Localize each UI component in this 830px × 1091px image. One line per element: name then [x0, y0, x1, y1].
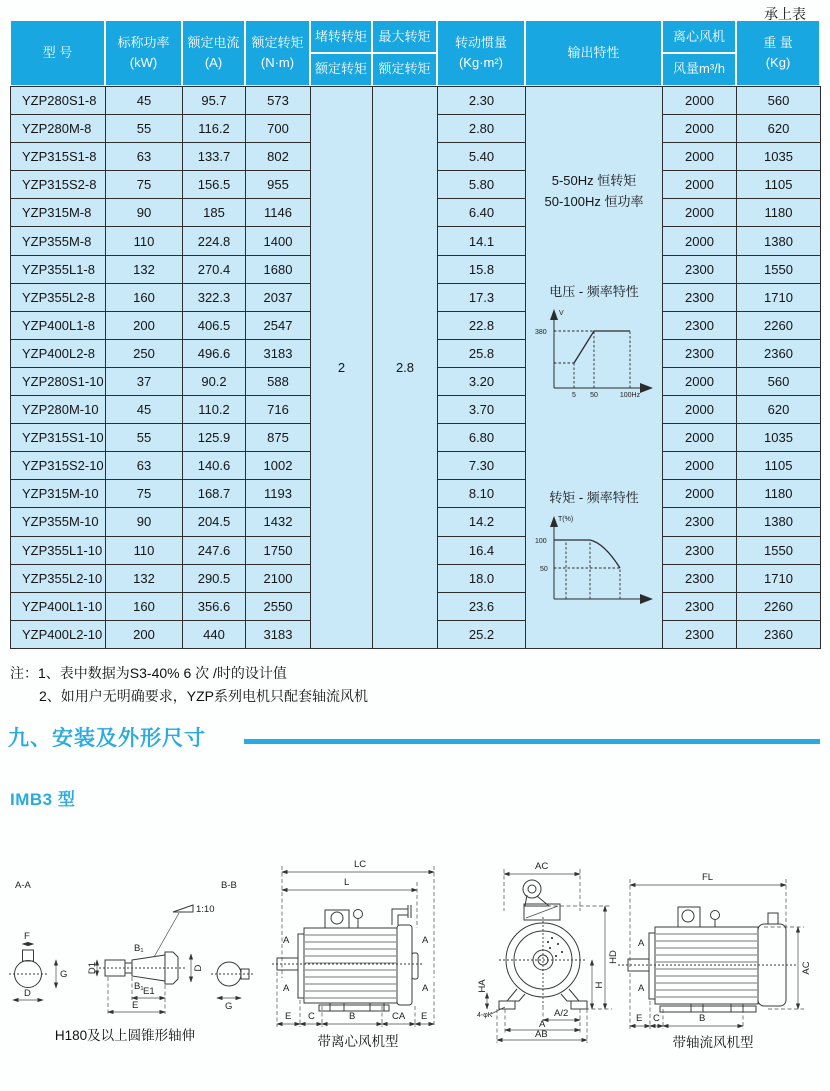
cell-current: 440: [183, 620, 246, 648]
centrifugal-dim-l: L: [344, 877, 350, 889]
cell-torque: 3183: [246, 339, 311, 367]
cell-inertia: 23.6: [438, 592, 526, 620]
vf-x-tick-100hz: 100Hz: [619, 391, 640, 399]
cell-model: YZP315S1-10: [11, 424, 106, 452]
cell-power: 55: [106, 424, 183, 452]
cell-torque: 700: [246, 115, 311, 143]
cell-power: 37: [106, 367, 183, 395]
cell-inertia: 18.0: [438, 564, 526, 592]
header-weight-line1: 重 量: [763, 34, 793, 50]
cell-current: 95.7: [183, 87, 246, 115]
vf-x-tick-50: 50: [589, 391, 598, 399]
cell-torque: 1750: [246, 536, 311, 564]
cell-torque: 1193: [246, 480, 311, 508]
cell-power: 110: [106, 227, 183, 255]
cell-airflow: 2300: [663, 592, 737, 620]
front-dim-hd: HD: [608, 950, 619, 965]
header-current: [182, 20, 245, 86]
cell-inertia: 6.40: [438, 199, 526, 227]
cell-airflow: 2000: [663, 227, 737, 255]
cell-model: YZP315S2-10: [11, 452, 106, 480]
cell-torque: 875: [246, 424, 311, 452]
header-locked-top: 堵转转矩: [311, 22, 371, 55]
spec-table-data: [10, 86, 821, 649]
merged-locked-torque-ratio: 2: [311, 87, 373, 649]
cell-weight: 1180: [737, 480, 821, 508]
cell-inertia: 14.1: [438, 227, 526, 255]
header-current-line1: 额定电流: [187, 34, 240, 50]
cell-model: YZP400L1-8: [11, 311, 106, 339]
cell-power: 63: [106, 143, 183, 171]
shaft-extension-drawing: [5, 876, 270, 1046]
cell-model: YZP400L2-8: [11, 339, 106, 367]
shaft-dim-g-left: G: [60, 969, 68, 981]
section-header: [8, 722, 820, 752]
torque-frequency-graph: [532, 511, 657, 611]
cell-torque: 2037: [246, 283, 311, 311]
cell-airflow: 2300: [663, 311, 737, 339]
cell-inertia: 17.3: [438, 283, 526, 311]
axial-fan-motor-drawing: [618, 849, 830, 1054]
cell-airflow: 2300: [663, 255, 737, 283]
cell-torque: 1146: [246, 199, 311, 227]
cell-inertia: 2.30: [438, 87, 526, 115]
cell-inertia: 5.80: [438, 171, 526, 199]
cell-current: 116.2: [183, 115, 246, 143]
table-notes: [10, 662, 830, 707]
cell-model: YZP315S2-8: [11, 171, 106, 199]
cell-inertia: 25.8: [438, 339, 526, 367]
cell-airflow: 2300: [663, 283, 737, 311]
header-current-line2: (A): [204, 55, 223, 70]
cell-weight: 2260: [737, 311, 821, 339]
output-constant-text: [545, 171, 644, 213]
merged-max-torque-ratio: 2.8: [373, 87, 438, 649]
header-torque-line1: 额定转矩: [251, 34, 304, 50]
header-inertia-line2: (Kg·m²): [458, 55, 504, 70]
cell-weight: 620: [737, 115, 821, 143]
cell-model: YZP355L2-10: [11, 564, 106, 592]
vf-y-axis-label: V: [558, 309, 564, 317]
cell-inertia: 15.8: [438, 255, 526, 283]
centrifugal-dim-b: B: [349, 1011, 356, 1023]
axial-section-a-mark: A: [638, 938, 645, 950]
cell-model: YZP355M-10: [11, 508, 106, 536]
cell-model: YZP355L1-8: [11, 255, 106, 283]
header-output-label: 输出特性: [567, 44, 620, 60]
centrifugal-dim-e-right: E: [421, 1011, 428, 1023]
front-dim-a2: A/2: [554, 1008, 569, 1020]
axial-drawing-caption: 带轴流风机型: [672, 1035, 754, 1051]
centrifugal-section-a-mark: A: [422, 935, 429, 947]
cell-power: 250: [106, 339, 183, 367]
cell-power: 75: [106, 171, 183, 199]
cell-weight: 1380: [737, 508, 821, 536]
cell-model: YZP280S1-8: [11, 87, 106, 115]
dimension-drawings: [0, 844, 830, 1072]
header-weight: [736, 20, 820, 86]
cell-airflow: 2000: [663, 143, 737, 171]
cell-airflow: 2300: [663, 508, 737, 536]
cell-power: 200: [106, 311, 183, 339]
cell-inertia: 6.80: [438, 424, 526, 452]
note-line-2: 2、如用户无明确要求，YZP系列电机只配套轴流风机: [39, 687, 369, 704]
cell-power: 160: [106, 592, 183, 620]
cell-airflow: 2000: [663, 480, 737, 508]
shaft-dim-e1: E1: [143, 986, 155, 998]
output-characteristics-cell: [526, 87, 663, 649]
header-max-torque-ratio: [372, 20, 437, 86]
cell-model: YZP355L1-10: [11, 536, 106, 564]
front-dim-4-phi-k: 4-φK: [477, 1012, 493, 1020]
cell-airflow: 2300: [663, 339, 737, 367]
header-inertia-line1: 转动惯量: [454, 34, 507, 50]
tf-y-mark-50: 50: [539, 565, 548, 573]
cell-torque: 2100: [246, 564, 311, 592]
cell-model: YZP280S1-10: [11, 367, 106, 395]
cell-weight: 2360: [737, 620, 821, 648]
cell-torque: 716: [246, 396, 311, 424]
cell-inertia: 2.80: [438, 115, 526, 143]
cell-model: YZP315M-10: [11, 480, 106, 508]
cell-current: 185: [183, 199, 246, 227]
cell-power: 90: [106, 199, 183, 227]
cell-weight: 1550: [737, 536, 821, 564]
cell-weight: 560: [737, 367, 821, 395]
cell-current: 168.7: [183, 480, 246, 508]
header-torque-line2: (N·m): [260, 55, 295, 70]
shaft-taper-label: 1:10: [196, 904, 215, 916]
cell-torque: 588: [246, 367, 311, 395]
header-torque: [245, 20, 310, 86]
cell-weight: 1550: [737, 255, 821, 283]
cell-current: 247.6: [183, 536, 246, 564]
cell-inertia: 25.2: [438, 620, 526, 648]
centrifugal-section-a-mark: A: [283, 935, 290, 947]
cell-model: YZP280M-8: [11, 115, 106, 143]
cell-torque: 802: [246, 143, 311, 171]
cell-model: YZP400L1-10: [11, 592, 106, 620]
cell-model: YZP400L2-10: [11, 620, 106, 648]
cell-airflow: 2000: [663, 87, 737, 115]
cell-power: 132: [106, 255, 183, 283]
header-fan: [662, 20, 736, 86]
cell-airflow: 2000: [663, 171, 737, 199]
cell-current: 290.5: [183, 564, 246, 592]
centrifugal-section-a-mark: A: [422, 983, 429, 995]
cell-power: 200: [106, 620, 183, 648]
header-inertia: [437, 20, 525, 86]
shaft-dim-d-left: D: [24, 988, 31, 1000]
header-max-top: 最大转矩: [373, 22, 436, 55]
shaft-dim-d-right: D: [193, 964, 204, 972]
cell-inertia: 22.8: [438, 311, 526, 339]
cell-model: YZP355M-8: [11, 227, 106, 255]
shaft-dim-d1: D1: [87, 962, 98, 975]
subsection-title: IMB3 型: [10, 790, 76, 810]
cell-torque: 1002: [246, 452, 311, 480]
shaft-drawing-caption: H180及以上圆锥形轴伸: [54, 1028, 196, 1044]
cell-torque: 573: [246, 87, 311, 115]
cell-current: 496.6: [183, 339, 246, 367]
cell-power: 110: [106, 536, 183, 564]
cell-torque: 2547: [246, 311, 311, 339]
centrifugal-dim-ca: CA: [392, 1011, 406, 1023]
section-aa-label: A-A: [15, 880, 31, 892]
centrifugal-dim-lc: LC: [354, 859, 367, 871]
tf-curve-title: 转矩 - 频率特性: [549, 489, 639, 505]
cell-model: YZP280M-10: [11, 396, 106, 424]
centrifugal-dim-e-left: E: [285, 1011, 292, 1023]
cell-weight: 1035: [737, 424, 821, 452]
cell-weight: 1380: [737, 227, 821, 255]
front-dim-a: A: [539, 1019, 546, 1031]
header-fan-bottom: 风量m³/h: [672, 61, 725, 77]
voltage-frequency-graph: [532, 306, 657, 401]
cell-inertia: 3.70: [438, 396, 526, 424]
note-line-1: 注：1、表中数据为S3-40% 6 次 /时的设计值: [10, 664, 287, 681]
cell-torque: 955: [246, 171, 311, 199]
tf-y-axis-label: T(%): [557, 515, 573, 523]
cell-inertia: 16.4: [438, 536, 526, 564]
cell-current: 356.6: [183, 592, 246, 620]
vf-curve-title: 电压 - 频率特性: [549, 283, 639, 299]
front-dim-ab: AB: [535, 1029, 548, 1041]
header-weight-line2: (Kg): [765, 55, 791, 70]
cell-airflow: 2300: [663, 536, 737, 564]
cell-current: 110.2: [183, 396, 246, 424]
shaft-dim-b1-top: B₁: [134, 943, 144, 955]
cell-current: 270.4: [183, 255, 246, 283]
cell-power: 90: [106, 508, 183, 536]
cell-inertia: 14.2: [438, 508, 526, 536]
cell-weight: 1105: [737, 171, 821, 199]
header-power-line2: (kW): [129, 55, 158, 70]
vf-x-tick-5: 5: [571, 391, 576, 399]
cell-inertia: 8.10: [438, 480, 526, 508]
cell-torque: 2550: [246, 592, 311, 620]
cell-weight: 620: [737, 396, 821, 424]
cell-current: 133.7: [183, 143, 246, 171]
spec-table-header: [10, 20, 820, 86]
cell-airflow: 2000: [663, 424, 737, 452]
header-fan-top: 离心风机: [663, 22, 735, 55]
cell-model: YZP315M-8: [11, 199, 106, 227]
header-power-line1: 标称功率: [117, 34, 170, 50]
cell-power: 75: [106, 480, 183, 508]
const-torque-text: 5-50Hz 恒转矩: [551, 173, 637, 188]
cell-current: 224.8: [183, 227, 246, 255]
header-model-label: 型 号: [42, 44, 73, 60]
cell-airflow: 2300: [663, 620, 737, 648]
header-max-bottom: 额定转矩: [378, 61, 431, 77]
header-locked-torque-ratio: [310, 20, 372, 86]
axial-section-a-mark: A: [638, 983, 645, 995]
front-dim-h: H: [594, 981, 605, 989]
continued-note: 承上表: [764, 6, 806, 22]
cell-weight: 1710: [737, 564, 821, 592]
centrifugal-drawing-caption: 带离心风机型: [317, 1034, 399, 1050]
cell-power: 132: [106, 564, 183, 592]
shaft-dim-g-right: G: [225, 1001, 233, 1013]
cell-weight: 2260: [737, 592, 821, 620]
axial-dim-b: B: [699, 1013, 706, 1025]
tf-y-mark-100: 100: [534, 537, 547, 545]
shaft-dim-b1-bottom: B₁: [134, 981, 144, 993]
centrifugal-fan-motor-drawing: [272, 848, 492, 1053]
table-row: [11, 87, 821, 115]
header-output: [525, 20, 662, 86]
cell-power: 45: [106, 396, 183, 424]
axial-dim-fl: FL: [702, 872, 714, 884]
cell-weight: 1180: [737, 199, 821, 227]
cell-airflow: 2000: [663, 396, 737, 424]
cell-weight: 1710: [737, 283, 821, 311]
cell-torque: 3183: [246, 620, 311, 648]
shaft-dim-e: E: [132, 1000, 139, 1012]
cell-power: 63: [106, 452, 183, 480]
cell-airflow: 2000: [663, 367, 737, 395]
cell-weight: 1105: [737, 452, 821, 480]
cell-airflow: 2000: [663, 199, 737, 227]
cell-power: 55: [106, 115, 183, 143]
cell-airflow: 2000: [663, 452, 737, 480]
centrifugal-dim-c: C: [308, 1011, 315, 1023]
vf-y-mark-380: 380: [534, 328, 547, 336]
cell-inertia: 5.40: [438, 143, 526, 171]
front-dim-ha: HA: [477, 979, 488, 993]
cell-model: YZP315S1-8: [11, 143, 106, 171]
cell-power: 45: [106, 87, 183, 115]
spec-table-body: [11, 87, 821, 649]
cell-torque: 1680: [246, 255, 311, 283]
shaft-dim-f: F: [24, 931, 30, 943]
section-rule: [244, 739, 820, 744]
cell-current: 125.9: [183, 424, 246, 452]
cell-airflow: 2300: [663, 564, 737, 592]
header-power: [105, 20, 182, 86]
cell-weight: 1035: [737, 143, 821, 171]
axial-dim-c: C: [653, 1013, 660, 1025]
cell-inertia: 7.30: [438, 452, 526, 480]
cell-current: 204.5: [183, 508, 246, 536]
cell-model: YZP355L2-8: [11, 283, 106, 311]
cell-weight: 560: [737, 87, 821, 115]
cell-weight: 2360: [737, 339, 821, 367]
axial-dim-ac: AC: [801, 961, 812, 975]
cell-airflow: 2000: [663, 115, 737, 143]
cell-current: 156.5: [183, 171, 246, 199]
axial-dim-e: E: [636, 1013, 643, 1025]
header-locked-bottom: 额定转矩: [314, 61, 367, 77]
cell-current: 322.3: [183, 283, 246, 311]
cell-inertia: 3.20: [438, 367, 526, 395]
cell-torque: 1432: [246, 508, 311, 536]
front-dim-ac: AC: [535, 861, 549, 873]
header-model: [10, 20, 105, 86]
section-bb-label: B-B: [221, 880, 237, 892]
cell-current: 90.2: [183, 367, 246, 395]
spec-table: [10, 20, 820, 649]
section-title: 九、安装及外形尺寸: [8, 727, 206, 751]
cell-power: 160: [106, 283, 183, 311]
centrifugal-section-a-mark: A: [283, 983, 290, 995]
cell-current: 406.5: [183, 311, 246, 339]
const-power-text: 50-100Hz 恒功率: [544, 193, 644, 209]
cell-torque: 1400: [246, 227, 311, 255]
cell-current: 140.6: [183, 452, 246, 480]
